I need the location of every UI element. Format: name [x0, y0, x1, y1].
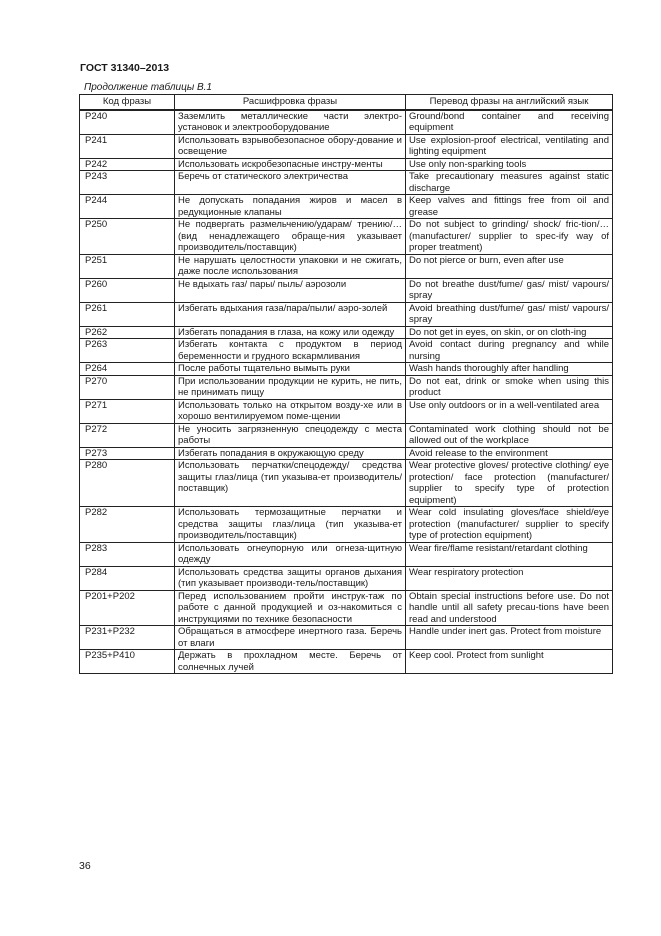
phrase-translation-cell: Do not subject to grinding/ shock/ fric-tion/… (manufacturer/ supplier to spec-ify way of proper treatment) — [406, 219, 613, 255]
column-header-code: Код фразы — [80, 95, 175, 110]
phrase-decoding-cell: Использовать перчатки/спецодежду/ средства защиты глаз/лица (тип указыва-ет производитель/поставщик) — [175, 460, 406, 507]
phrase-decoding-cell: Не вдыхать газ/ пары/ пыль/ аэрозоли — [175, 278, 406, 302]
table-row — [80, 423, 613, 447]
phrase-decoding-cell: Использовать огнеупорную или огнеза-щитную одежду — [175, 542, 406, 566]
phrase-translation-cell: Use explosion-proof electrical, ventilating and lighting equipment — [406, 134, 613, 158]
phrase-translation-cell: Do not eat, drink or smoke when using this product — [406, 375, 613, 399]
phrase-decoding-cell: Избегать попадания в окружающую среду — [175, 447, 406, 460]
phrase-code-cell: P282 — [80, 507, 175, 543]
table-row — [80, 254, 613, 278]
table-row — [80, 626, 613, 650]
phrase-decoding-cell: Избегать контакта с продуктом в период беременности и грудного вскармливания — [175, 339, 406, 363]
table-row — [80, 375, 613, 399]
table-row — [80, 566, 613, 590]
phrase-decoding-cell: Не допускать попадания жиров и масел в редукционные клапаны — [175, 195, 406, 219]
phrase-translation-cell: Ground/bond container and receiving equipment — [406, 110, 613, 135]
phrase-translation-cell: Obtain special instructions before use. Do not handle until all safety precau-tions have been read and understood — [406, 590, 613, 626]
phrase-decoding-cell: Заземлить металлические части электро-установок и электрооборудование — [175, 110, 406, 135]
phrase-decoding-cell: После работы тщательно вымыть руки — [175, 363, 406, 376]
phrase-code-cell: P201+P202 — [80, 590, 175, 626]
phrase-translation-cell: Wear cold insulating gloves/face shield/eye protection (manufacturer/ supplier to specify type of protection equipment) — [406, 507, 613, 543]
phrase-code-cell: P241 — [80, 134, 175, 158]
table-row — [80, 302, 613, 326]
table-caption: Продолжение таблицы В.1 — [84, 82, 212, 93]
table-row — [80, 339, 613, 363]
phrase-translation-cell: Do not breathe dust/fume/ gas/ mist/ vapours/ spray — [406, 278, 613, 302]
phrase-decoding-cell: Использовать термозащитные перчатки и средства защиты глаз/лица (тип указыва-ет производитель/поставщик) — [175, 507, 406, 543]
phrase-code-cell: P264 — [80, 363, 175, 376]
phrase-code-cell: P262 — [80, 326, 175, 339]
phrase-translation-cell: Use only non-sparking tools — [406, 158, 613, 171]
page-number: 36 — [79, 860, 91, 872]
phrase-decoding-cell: При использовании продукции не курить, не пить, не принимать пищу — [175, 375, 406, 399]
phrase-code-cell: P273 — [80, 447, 175, 460]
phrase-decoding-cell: Не уносить загрязненную спецодежду с места работы — [175, 423, 406, 447]
phrase-code-cell: P272 — [80, 423, 175, 447]
table-row — [80, 134, 613, 158]
phrase-code-cell: P280 — [80, 460, 175, 507]
phrase-translation-cell: Wash hands thoroughly after handling — [406, 363, 613, 376]
document-code: ГОСТ 31340–2013 — [80, 62, 170, 74]
phrase-code-cell: P244 — [80, 195, 175, 219]
phrase-decoding-cell: Держать в прохладном месте. Беречь от солнечных лучей — [175, 650, 406, 674]
table-row — [80, 650, 613, 674]
phrase-decoding-cell: Использовать искробезопасные инстру-менты — [175, 158, 406, 171]
table-row — [80, 158, 613, 171]
phrase-code-cell: P271 — [80, 399, 175, 423]
table-row — [80, 195, 613, 219]
phrase-translation-cell: Keep cool. Protect from sunlight — [406, 650, 613, 674]
phrases-table — [79, 94, 613, 674]
table-row — [80, 326, 613, 339]
table-row — [80, 542, 613, 566]
phrase-code-cell: P240 — [80, 110, 175, 135]
phrase-decoding-cell: Обращаться в атмосфере инертного газа. Беречь от влаги — [175, 626, 406, 650]
column-header-decoding: Расшифровка фразы — [175, 95, 406, 110]
phrase-translation-cell: Keep valves and fittings free from oil and grease — [406, 195, 613, 219]
phrase-decoding-cell: Избегать попадания в глаза, на кожу или одежду — [175, 326, 406, 339]
phrase-translation-cell: Use only outdoors or in a well-ventilated area — [406, 399, 613, 423]
phrase-translation-cell: Avoid release to the environment — [406, 447, 613, 460]
phrase-code-cell: P260 — [80, 278, 175, 302]
phrase-translation-cell: Contaminated work clothing should not be allowed out of the workplace — [406, 423, 613, 447]
table-row — [80, 278, 613, 302]
phrase-decoding-cell: Использовать средства защиты органов дыхания (тип указывает производи-тель/поставщик) — [175, 566, 406, 590]
phrase-code-cell: P261 — [80, 302, 175, 326]
phrase-code-cell: P251 — [80, 254, 175, 278]
column-header-translation: Перевод фразы на английский язык — [406, 95, 613, 110]
table-row — [80, 590, 613, 626]
phrase-code-cell: P270 — [80, 375, 175, 399]
phrase-decoding-cell: Использовать взрывобезопасное обору-дование и освещение — [175, 134, 406, 158]
table-row — [80, 219, 613, 255]
table-row — [80, 507, 613, 543]
phrase-translation-cell: Wear respiratory protection — [406, 566, 613, 590]
phrase-translation-cell: Do not pierce or burn, even after use — [406, 254, 613, 278]
phrase-code-cell: P263 — [80, 339, 175, 363]
phrase-decoding-cell: Не нарушать целостности упаковки и не сжигать, даже после использования — [175, 254, 406, 278]
table-row — [80, 399, 613, 423]
table-row — [80, 110, 613, 135]
phrase-decoding-cell: Не подвергать размельчению/ударам/ трению/… (вид ненадлежащего обраще-ния указывает производитель/поставщик) — [175, 219, 406, 255]
phrase-code-cell: P284 — [80, 566, 175, 590]
phrase-code-cell: P283 — [80, 542, 175, 566]
phrase-translation-cell: Do not get in eyes, on skin, or on cloth-ing — [406, 326, 613, 339]
phrase-translation-cell: Wear fire/flame resistant/retardant clothing — [406, 542, 613, 566]
phrase-code-cell: P242 — [80, 158, 175, 171]
phrase-decoding-cell: Перед использованием пройти инструк-таж по работе с данной продукцией и оз-накомиться с инструкциями по технике безопасности — [175, 590, 406, 626]
phrase-translation-cell: Avoid breathing dust/fume/ gas/ mist/ vapours/ spray — [406, 302, 613, 326]
phrase-code-cell: P231+P232 — [80, 626, 175, 650]
phrase-code-cell: P250 — [80, 219, 175, 255]
table-row — [80, 460, 613, 507]
phrase-decoding-cell: Беречь от статического электричества — [175, 171, 406, 195]
phrase-translation-cell: Wear protective gloves/ protective clothing/ eye protection/ face protection (manufacturer/ supplier to specify type of protection equipment) — [406, 460, 613, 507]
table-row — [80, 171, 613, 195]
table-row — [80, 447, 613, 460]
phrase-decoding-cell: Использовать только на открытом возду-хе или в хорошо вентилируемом поме-щении — [175, 399, 406, 423]
phrase-translation-cell: Handle under inert gas. Protect from moisture — [406, 626, 613, 650]
table-row — [80, 363, 613, 376]
table-header-row — [80, 95, 613, 110]
phrase-code-cell: P243 — [80, 171, 175, 195]
phrase-translation-cell: Avoid contact during pregnancy and while nursing — [406, 339, 613, 363]
phrase-decoding-cell: Избегать вдыхания газа/пара/пыли/ аэро-золей — [175, 302, 406, 326]
phrase-translation-cell: Take precautionary measures against static discharge — [406, 171, 613, 195]
phrase-code-cell: P235+P410 — [80, 650, 175, 674]
